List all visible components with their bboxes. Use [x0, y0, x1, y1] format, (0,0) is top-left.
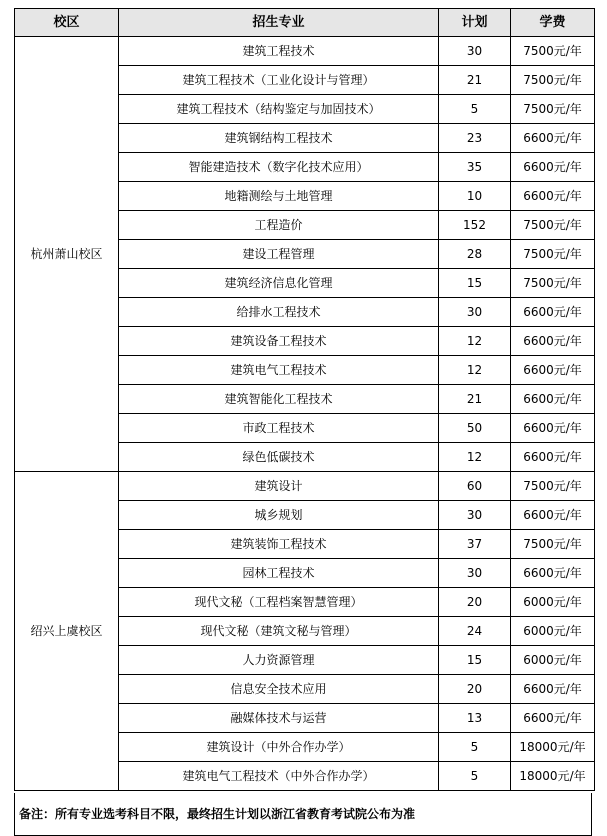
major-cell: 建筑设备工程技术	[119, 327, 439, 356]
fee-cell: 7500元/年	[511, 240, 595, 269]
plan-cell: 5	[439, 762, 511, 791]
plan-cell: 152	[439, 211, 511, 240]
plan-cell: 13	[439, 704, 511, 733]
plan-cell: 12	[439, 327, 511, 356]
plan-cell: 20	[439, 675, 511, 704]
fee-cell: 6000元/年	[511, 588, 595, 617]
fee-cell: 6600元/年	[511, 443, 595, 472]
plan-cell: 23	[439, 124, 511, 153]
fee-cell: 6600元/年	[511, 298, 595, 327]
major-cell: 建筑智能化工程技术	[119, 385, 439, 414]
plan-cell: 24	[439, 617, 511, 646]
table-row	[15, 37, 595, 66]
plan-cell: 30	[439, 37, 511, 66]
fee-cell: 7500元/年	[511, 37, 595, 66]
table-row	[15, 472, 595, 501]
plan-cell: 10	[439, 182, 511, 211]
major-cell: 建筑电气工程技术	[119, 356, 439, 385]
header-campus: 校区	[15, 9, 119, 37]
major-cell: 市政工程技术	[119, 414, 439, 443]
fee-cell: 6600元/年	[511, 153, 595, 182]
fee-cell: 6600元/年	[511, 501, 595, 530]
fee-cell: 6600元/年	[511, 327, 595, 356]
major-cell: 建筑经济信息化管理	[119, 269, 439, 298]
header-row	[15, 9, 595, 37]
fee-cell: 6000元/年	[511, 617, 595, 646]
fee-cell: 18000元/年	[511, 733, 595, 762]
header-fee: 学费	[511, 9, 595, 37]
table-body	[15, 37, 595, 791]
major-cell: 信息安全技术应用	[119, 675, 439, 704]
plan-cell: 28	[439, 240, 511, 269]
plan-cell: 30	[439, 559, 511, 588]
fee-cell: 7500元/年	[511, 530, 595, 559]
plan-cell: 12	[439, 356, 511, 385]
campus-cell: 杭州萧山校区	[15, 37, 119, 472]
plan-cell: 60	[439, 472, 511, 501]
plan-cell: 35	[439, 153, 511, 182]
fee-cell: 6600元/年	[511, 124, 595, 153]
major-cell: 地籍测绘与土地管理	[119, 182, 439, 211]
major-cell: 智能建造技术（数字化技术应用）	[119, 153, 439, 182]
fee-cell: 18000元/年	[511, 762, 595, 791]
major-cell: 城乡规划	[119, 501, 439, 530]
fee-cell: 7500元/年	[511, 472, 595, 501]
major-cell: 建筑装饰工程技术	[119, 530, 439, 559]
fee-cell: 7500元/年	[511, 66, 595, 95]
major-cell: 建筑钢结构工程技术	[119, 124, 439, 153]
plan-cell: 12	[439, 443, 511, 472]
major-cell: 给排水工程技术	[119, 298, 439, 327]
fee-cell: 6600元/年	[511, 356, 595, 385]
plan-cell: 30	[439, 501, 511, 530]
plan-cell: 20	[439, 588, 511, 617]
plan-cell: 15	[439, 646, 511, 675]
major-cell: 建筑工程技术	[119, 37, 439, 66]
major-cell: 建筑电气工程技术（中外合作办学）	[119, 762, 439, 791]
major-cell: 融媒体技术与运营	[119, 704, 439, 733]
plan-cell: 15	[439, 269, 511, 298]
fee-cell: 6600元/年	[511, 704, 595, 733]
fee-cell: 6600元/年	[511, 414, 595, 443]
plan-cell: 50	[439, 414, 511, 443]
plan-cell: 21	[439, 66, 511, 95]
major-cell: 建设工程管理	[119, 240, 439, 269]
major-cell: 建筑工程技术（工业化设计与管理）	[119, 66, 439, 95]
plan-cell: 21	[439, 385, 511, 414]
major-cell: 现代文秘（工程档案智慧管理）	[119, 588, 439, 617]
header-plan: 计划	[439, 9, 511, 37]
plan-cell: 30	[439, 298, 511, 327]
major-cell: 现代文秘（建筑文秘与管理）	[119, 617, 439, 646]
plan-cell: 37	[439, 530, 511, 559]
fee-cell: 7500元/年	[511, 269, 595, 298]
major-cell: 建筑设计（中外合作办学）	[119, 733, 439, 762]
major-cell: 绿色低碳技术	[119, 443, 439, 472]
plan-cell: 5	[439, 733, 511, 762]
major-cell: 建筑工程技术（结构鉴定与加固技术）	[119, 95, 439, 124]
campus-cell: 绍兴上虞校区	[15, 472, 119, 791]
major-cell: 建筑设计	[119, 472, 439, 501]
fee-cell: 6000元/年	[511, 646, 595, 675]
footnote: 备注：所有专业选考科目不限，最终招生计划以浙江省教育考试院公布为准	[14, 793, 592, 836]
major-cell: 园林工程技术	[119, 559, 439, 588]
fee-cell: 6600元/年	[511, 675, 595, 704]
fee-cell: 6600元/年	[511, 385, 595, 414]
major-cell: 工程造价	[119, 211, 439, 240]
fee-cell: 6600元/年	[511, 182, 595, 211]
header-major: 招生专业	[119, 9, 439, 37]
plan-cell: 5	[439, 95, 511, 124]
enrollment-table	[14, 8, 595, 791]
fee-cell: 7500元/年	[511, 211, 595, 240]
fee-cell: 7500元/年	[511, 95, 595, 124]
fee-cell: 6600元/年	[511, 559, 595, 588]
major-cell: 人力资源管理	[119, 646, 439, 675]
